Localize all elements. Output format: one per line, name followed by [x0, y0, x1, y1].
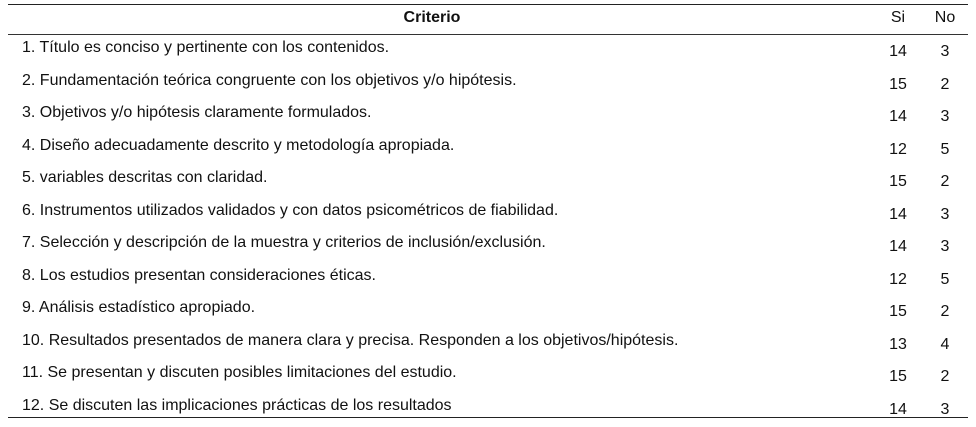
- cell-criterio: 5. variables descritas con claridad.: [22, 169, 267, 187]
- cell-si: 12: [878, 271, 918, 289]
- cell-si: 14: [878, 108, 918, 126]
- table-row: [8, 297, 968, 330]
- table-row: [8, 70, 968, 103]
- table-row: [8, 395, 968, 427]
- cell-no: 3: [925, 43, 965, 61]
- table-row: [8, 102, 968, 135]
- cell-criterio: 11. Se presentan y discuten posibles limitaciones del estudio.: [22, 364, 457, 382]
- cell-no: 2: [925, 76, 965, 94]
- cell-criterio: 10. Resultados presentados de manera clara y precisa. Responden a los objetivos/hipótesis.: [22, 332, 678, 350]
- table-row: [8, 362, 968, 395]
- cell-si: 14: [878, 401, 918, 419]
- header-criterio: Criterio: [8, 9, 856, 27]
- cell-no: 3: [925, 206, 965, 224]
- cell-si: 13: [878, 336, 918, 354]
- cell-criterio: 6. Instrumentos utilizados validados y con datos psicométricos de fiabilidad.: [22, 202, 558, 220]
- cell-criterio: 9. Análisis estadístico apropiado.: [22, 299, 255, 317]
- cell-no: 3: [925, 401, 965, 419]
- table-header-row: [8, 5, 968, 35]
- table-row: [8, 135, 968, 168]
- cell-criterio: 8. Los estudios presentan consideraciones éticas.: [22, 267, 376, 285]
- cell-no: 5: [925, 271, 965, 289]
- cell-criterio: 1. Título es conciso y pertinente con los contenidos.: [22, 39, 389, 57]
- table-row: [8, 232, 968, 265]
- cell-criterio: 12. Se discuten las implicaciones prácticas de los resultados: [22, 397, 452, 415]
- cell-criterio: 3. Objetivos y/o hipótesis claramente formulados.: [22, 104, 372, 122]
- cell-si: 15: [878, 76, 918, 94]
- cell-si: 14: [878, 238, 918, 256]
- cell-si: 12: [878, 141, 918, 159]
- cell-no: 2: [925, 368, 965, 386]
- cell-no: 5: [925, 141, 965, 159]
- table-row: [8, 37, 968, 70]
- cell-no: 4: [925, 336, 965, 354]
- cell-no: 3: [925, 238, 965, 256]
- cell-criterio: 7. Selección y descripción de la muestra y criterios de inclusión/exclusión.: [22, 234, 546, 252]
- table-bottom-rule: [8, 417, 968, 418]
- table-row: [8, 167, 968, 200]
- header-si: Si: [878, 9, 918, 27]
- cell-criterio: 2. Fundamentación teórica congruente con los objetivos y/o hipótesis.: [22, 72, 517, 90]
- table-row: [8, 265, 968, 298]
- cell-si: 15: [878, 368, 918, 386]
- cell-no: 2: [925, 173, 965, 191]
- cell-criterio: 4. Diseño adecuadamente descrito y metodología apropiada.: [22, 137, 454, 155]
- cell-si: 15: [878, 303, 918, 321]
- cell-si: 14: [878, 206, 918, 224]
- cell-no: 3: [925, 108, 965, 126]
- table-row: [8, 200, 968, 233]
- cell-si: 15: [878, 173, 918, 191]
- header-no: No: [925, 9, 965, 27]
- cell-si: 14: [878, 43, 918, 61]
- cell-no: 2: [925, 303, 965, 321]
- table-body: [8, 37, 968, 427]
- table-row: [8, 330, 968, 363]
